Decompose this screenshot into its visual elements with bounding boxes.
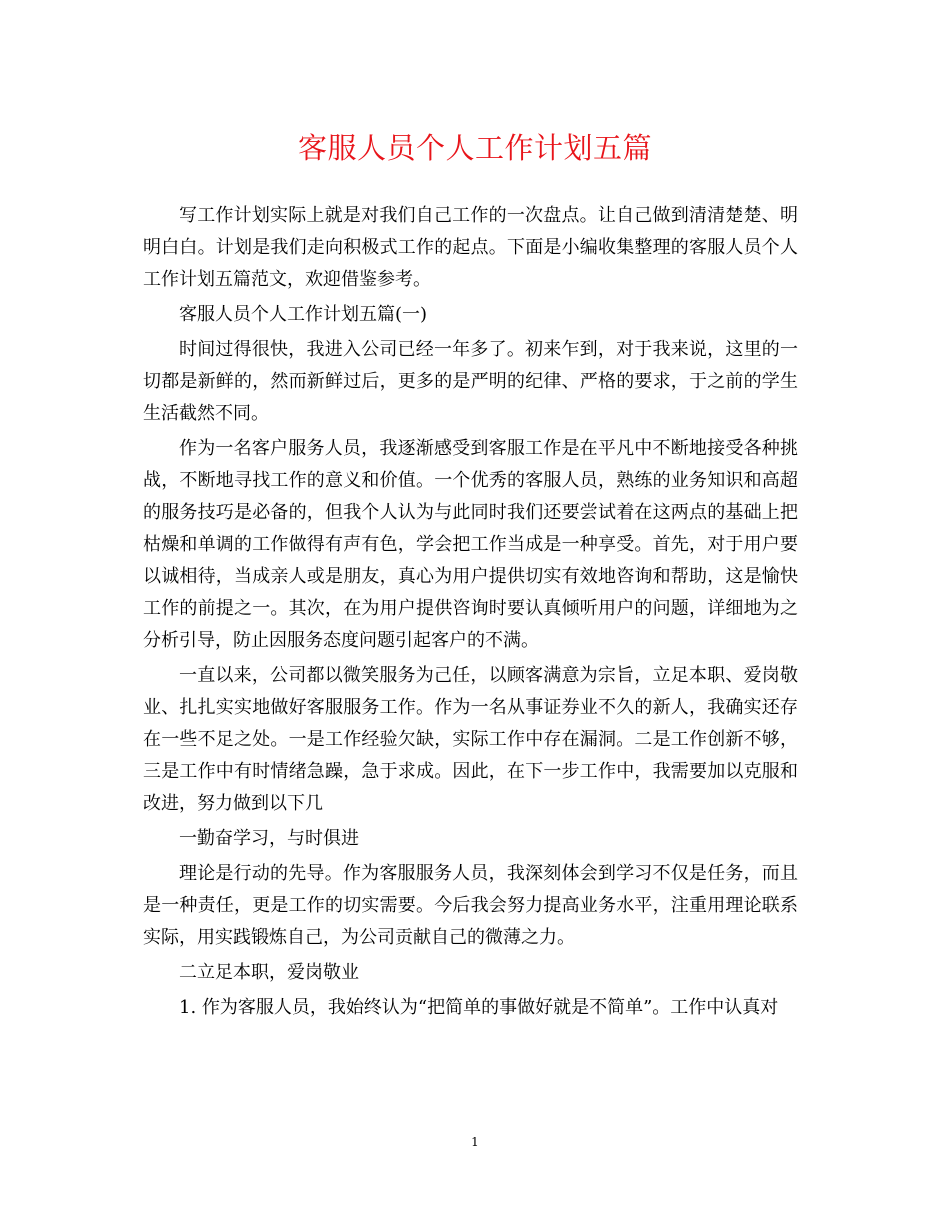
subheading-study: 一勤奋学习，与时俱进 [179, 828, 359, 849]
subheading-dedication: 二立足本职，爱岗敬业 [179, 962, 359, 983]
body-paragraph: 1. 作为客服人员，我始终认为“把简单的事做好就是不简单”。工作中认真对 [179, 997, 779, 1018]
body-paragraph: 理论是行动的先导。作为客服服务人员，我深刻体会到学习不仅是任务，而且是一种责任，更是工作的切实需要。今后我会努力提高业务水平，注重用理论联系实际，用实践锻炼自己，为公司贡献自己的微薄之力。 [143, 863, 798, 948]
body-paragraph: 作为一名客户服务人员，我逐渐感受到客服工作是在平凡中不断地接受各种挑战，不断地寻找工作的意义和价值。一个优秀的客服人员，熟练的业务知识和高超的服务技巧是必备的，但我个人认为与此同时我们还要尝试着在这两点的基础上把枯燥和单调的工作做得有声有色，学会把工作当成是一种享受。首先，对于用户要以诚相待，当成亲人或是朋友，真心为用户提供切实有效地咨询和帮助，这是愉快工作的前提之一。其次，在为用户提供咨询时要认真倾听用户的问题，详细地为之分析引导，防止因服务态度问题引起客户的不满。 [143, 438, 798, 651]
body-paragraph: 一直以来，公司都以微笑服务为己任，以顾客满意为宗旨，立足本职、爱岗敬业、扎扎实实地做好客服服务工作。作为一名从事证券业不久的新人，我确实还存在一些不足之处。一是工作经验欠缺，实际工作中存在漏洞。二是工作创新不够，三是工作中有时情绪急躁，急于求成。因此，在下一步工作中，我需要加以克服和改进，努力做到以下几 [143, 665, 798, 814]
document-title: 客服人员个人工作计划五篇 [297, 131, 652, 165]
document-body [143, 200, 798, 1027]
section-heading-one: 客服人员个人工作计划五篇(一) [179, 304, 428, 325]
intro-paragraph: 写工作计划实际上就是对我们自己工作的一次盘点。让自己做到清清楚楚、明明白白。计划是我们走向积极式工作的起点。下面是小编收集整理的客服人员个人工作计划五篇范文，欢迎借鉴参考。 [143, 205, 798, 290]
page-number: 1 [471, 1135, 479, 1149]
body-paragraph: 时间过得很快，我进入公司已经一年多了。初来乍到，对于我来说，这里的一切都是新鲜的，然而新鲜过后，更多的是严明的纪律、严格的要求，于之前的学生生活截然不同。 [143, 339, 798, 424]
